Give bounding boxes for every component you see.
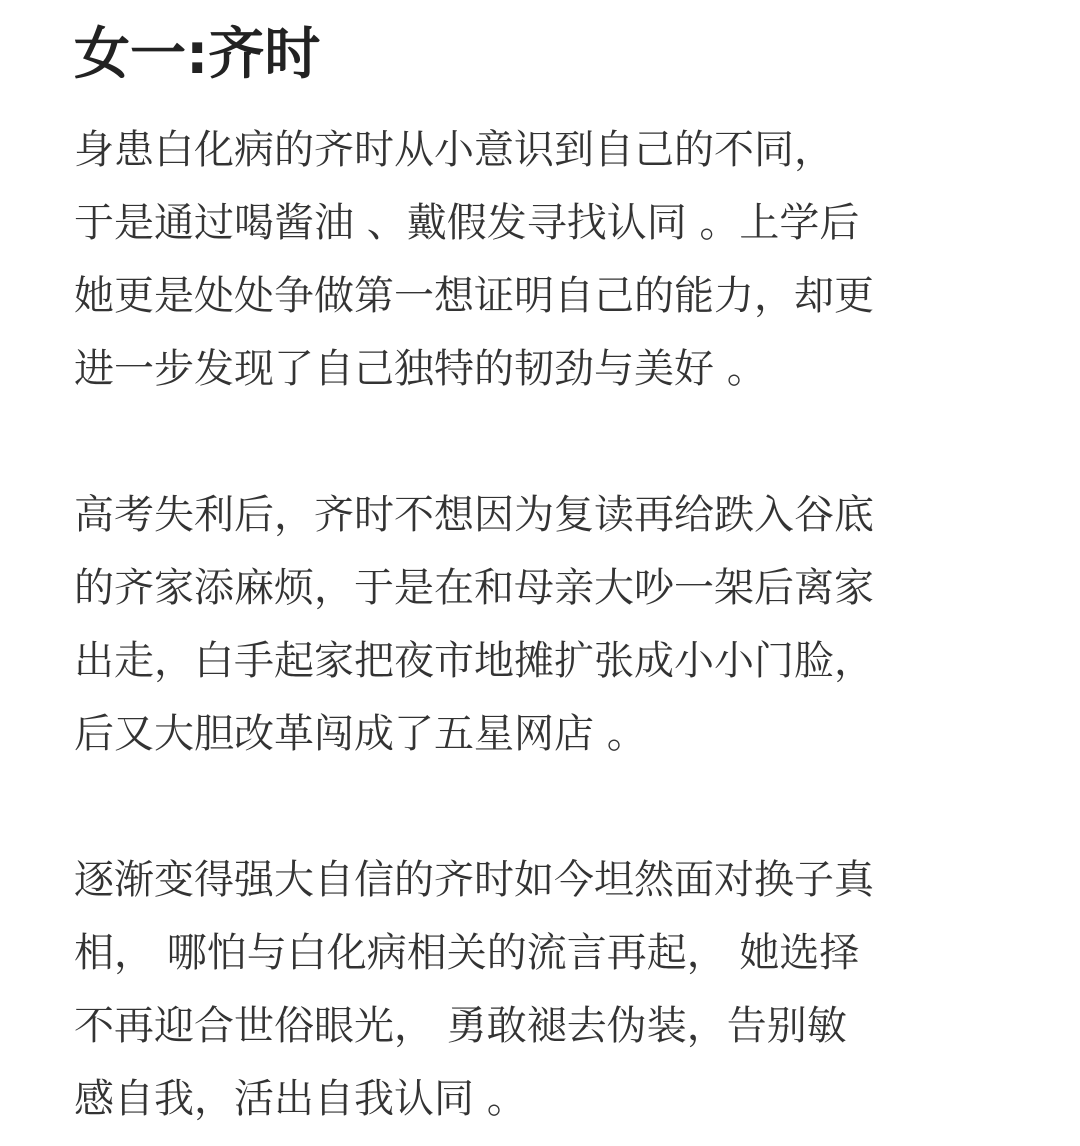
paragraph-line: 进一步发现了自己独特的韧劲与美好 。 [74, 346, 767, 392]
paragraph-3 [74, 844, 1044, 1136]
paragraph-1 [74, 114, 1044, 406]
paragraph-line: 感自我，活出自我认同 。 [74, 1076, 527, 1122]
paragraph-line: 她更是处处争做第一想证明自己的能力，却更 [74, 273, 874, 319]
article-title: 女一:齐时 [74, 22, 321, 87]
article [74, 22, 1044, 1136]
paragraph-line: 后又大胆改革闯成了五星网店 。 [74, 711, 647, 757]
paragraph-line: 高考失利后，齐时不想因为复读再给跌入谷底 [74, 492, 874, 538]
paragraph-line: 出走，白手起家把夜市地摊扩张成小小门脸， [74, 638, 874, 684]
paragraph-line: 身患白化病的齐时从小意识到自己的不同， [74, 127, 834, 173]
paragraph-line: 逐渐变得强大自信的齐时如今坦然面对换子真 [74, 857, 874, 903]
paragraph-line: 于是通过喝酱油 、戴假发寻找认同 。上学后 [74, 200, 860, 246]
paragraph-line: 相， 哪怕与白化病相关的流言再起， 她选择 [74, 930, 860, 976]
paragraph-line: 不再迎合世俗眼光， 勇敢褪去伪装，告别敏 [74, 1003, 847, 1049]
paragraph-2 [74, 479, 1044, 771]
paragraph-line: 的齐家添麻烦，于是在和母亲大吵一架后离家 [74, 565, 874, 611]
